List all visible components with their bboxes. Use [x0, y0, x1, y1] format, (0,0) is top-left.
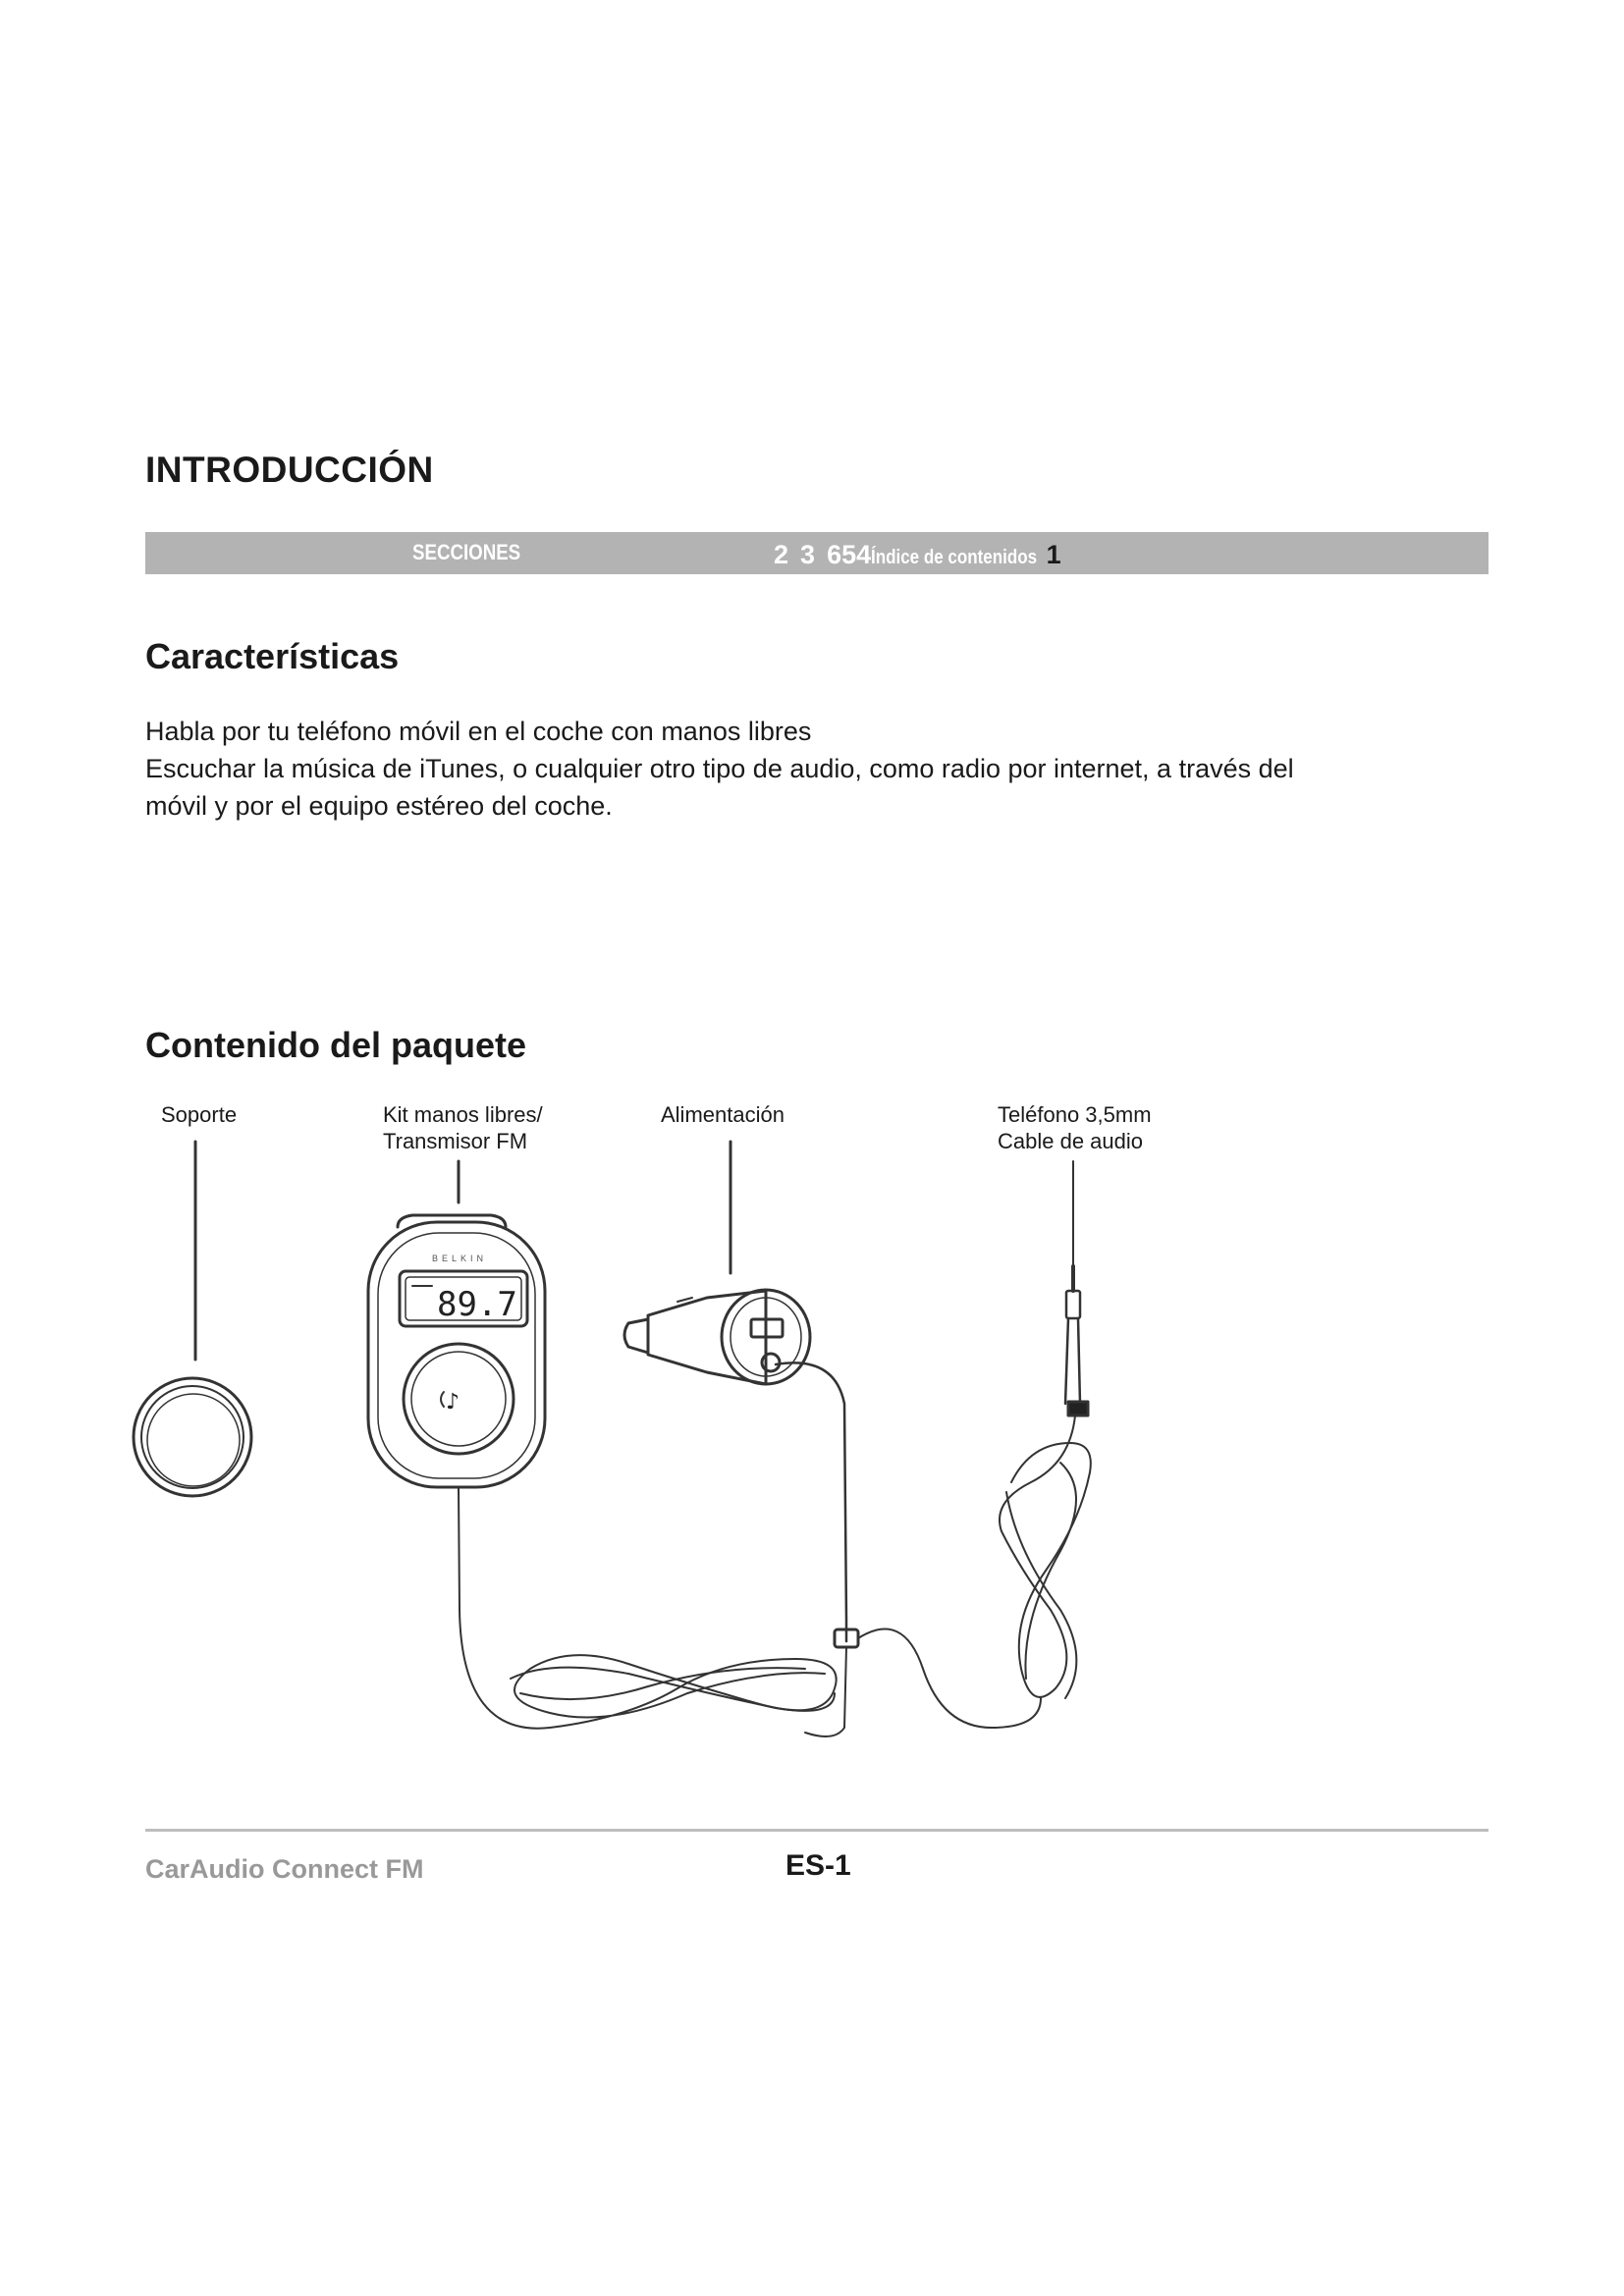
section-link-3[interactable]: 3 — [800, 540, 816, 569]
feature-line-1: Habla por tu teléfono móvil en el coche con manos libres — [145, 717, 812, 746]
kit-cable-coil — [459, 1487, 846, 1736]
features-heading: Características — [145, 636, 400, 676]
audio-cable-icon — [858, 1266, 1091, 1728]
page-title: INTRODUCCIÓN — [145, 450, 434, 490]
footer-divider — [145, 1829, 1489, 1832]
phone-music-icon: ♪ — [446, 1390, 460, 1415]
package-heading: Contenido del paquete — [145, 1025, 527, 1065]
label-alimentacion: Alimentación — [661, 1102, 785, 1127]
toc-link[interactable]: Índice de contenidos — [871, 547, 1038, 568]
label-kit: Kit manos libres/ Transmisor FM — [383, 1102, 543, 1153]
label-soporte: Soporte — [161, 1102, 238, 1127]
device-display-label: 89.7 — [437, 1285, 517, 1324]
device-brand-label: BELKIN — [432, 1254, 488, 1263]
current-section: 1 — [1046, 540, 1061, 569]
phone-icon — [441, 1392, 444, 1407]
sections-label: SECCIONES — [412, 540, 521, 564]
section-link-654[interactable]: 654 — [827, 540, 872, 569]
section-link-2[interactable]: 2 — [774, 540, 789, 569]
mount-ring-icon — [134, 1378, 251, 1496]
car-power-adapter-icon — [624, 1290, 810, 1384]
footer-page-number: ES-1 — [785, 1849, 851, 1882]
feature-line-2: Escuchar la música de iTunes, o cualquier otro tipo de audio, como radio por internet, a través del móvil y por el equipo estéreo del coche. — [145, 754, 1294, 821]
label-telefono: Teléfono 3,5mm Cable de audio — [998, 1102, 1152, 1153]
footer-product-name: CarAudio Connect FM — [145, 1854, 424, 1884]
power-cable — [776, 1362, 846, 1641]
